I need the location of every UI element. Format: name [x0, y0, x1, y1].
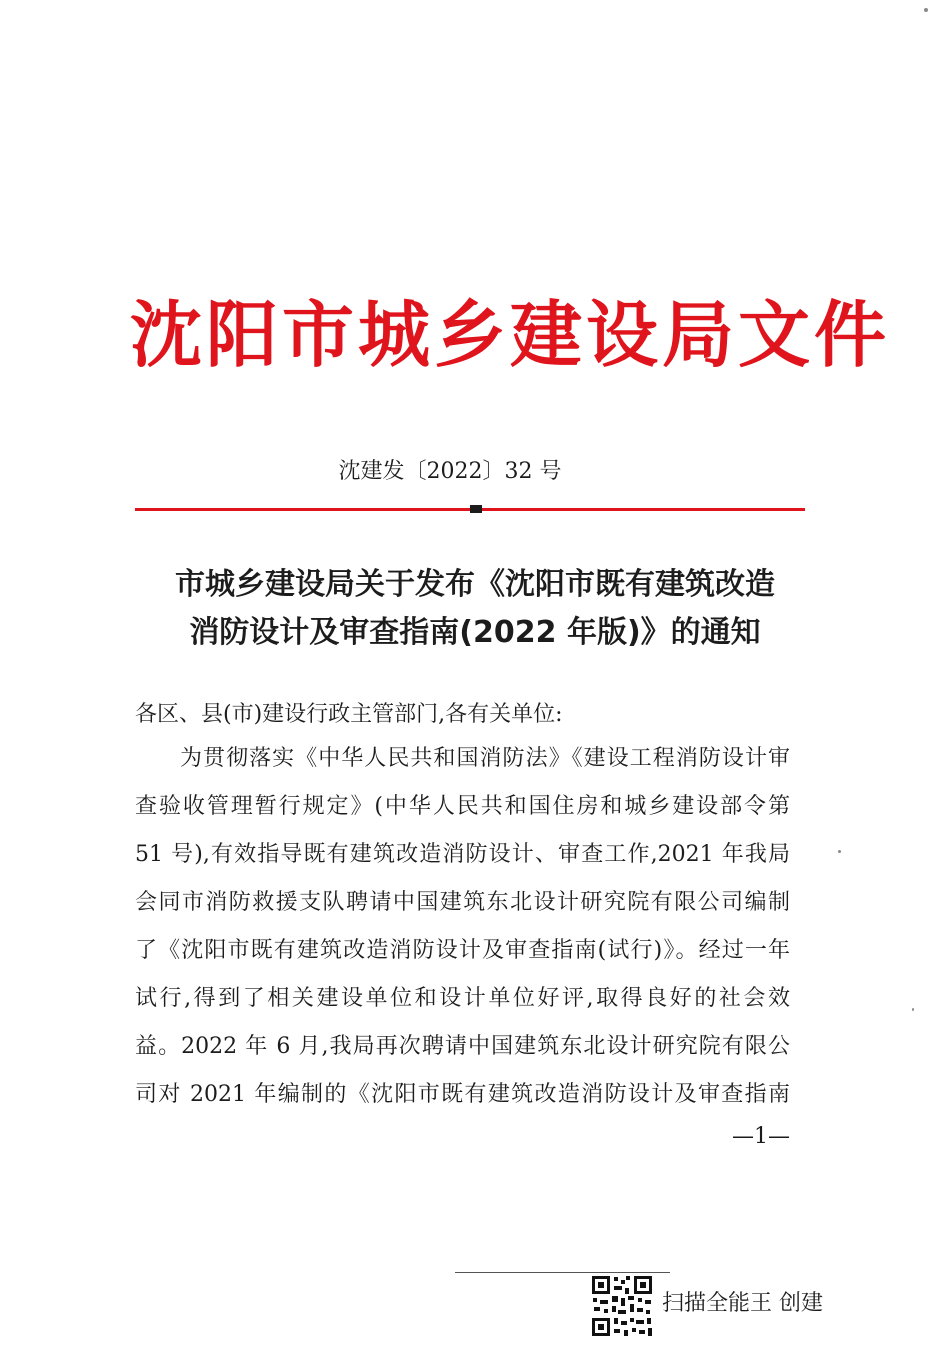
footer-divider	[455, 1272, 670, 1273]
body-line: 51 号),有效指导既有建筑改造消防设计、审查工作,2021 年我局	[135, 842, 790, 867]
body-line: 会同市消防救援支队聘请中国建筑东北设计研究院有限公司编制	[135, 890, 790, 915]
body-line: 为贯彻落实《中华人民共和国消防法》《建设工程消防设计审	[180, 746, 790, 771]
body-line: 试行,得到了相关建设单位和设计单位好评,取得良好的社会效	[135, 986, 790, 1011]
rule-star-mark	[470, 505, 482, 513]
body-line: 查验收管理暂行规定》(中华人民共和国住房和城乡建设部令第	[135, 794, 790, 819]
page-number: —1—	[732, 1124, 790, 1149]
body-line: 司对 2021 年编制的《沈阳市既有建筑改造消防设计及审查指南	[135, 1082, 790, 1107]
scan-speck	[838, 850, 841, 853]
qr-code-icon	[590, 1274, 654, 1338]
scan-speck	[912, 1008, 914, 1011]
body-line: 益。2022 年 6 月,我局再次聘请中国建筑东北设计研究院有限公	[135, 1034, 790, 1059]
scan-speck	[924, 8, 928, 12]
salutation: 各区、县(市)建设行政主管部门,各有关单位:	[135, 702, 563, 727]
notice-title-line-1: 市城乡建设局关于发布《沈阳市既有建筑改造	[175, 567, 775, 602]
notice-title-line-2: 消防设计及审查指南(2022 年版)》的通知	[189, 615, 761, 650]
issuing-authority-title: 沈阳市城乡建设局文件	[130, 293, 891, 377]
scanner-watermark: 扫描全能王 创建	[662, 1291, 823, 1316]
body-line: 了《沈阳市既有建筑改造消防设计及审查指南(试行)》。经过一年	[135, 938, 790, 963]
document-number: 沈建发〔2022〕32 号	[338, 459, 562, 484]
